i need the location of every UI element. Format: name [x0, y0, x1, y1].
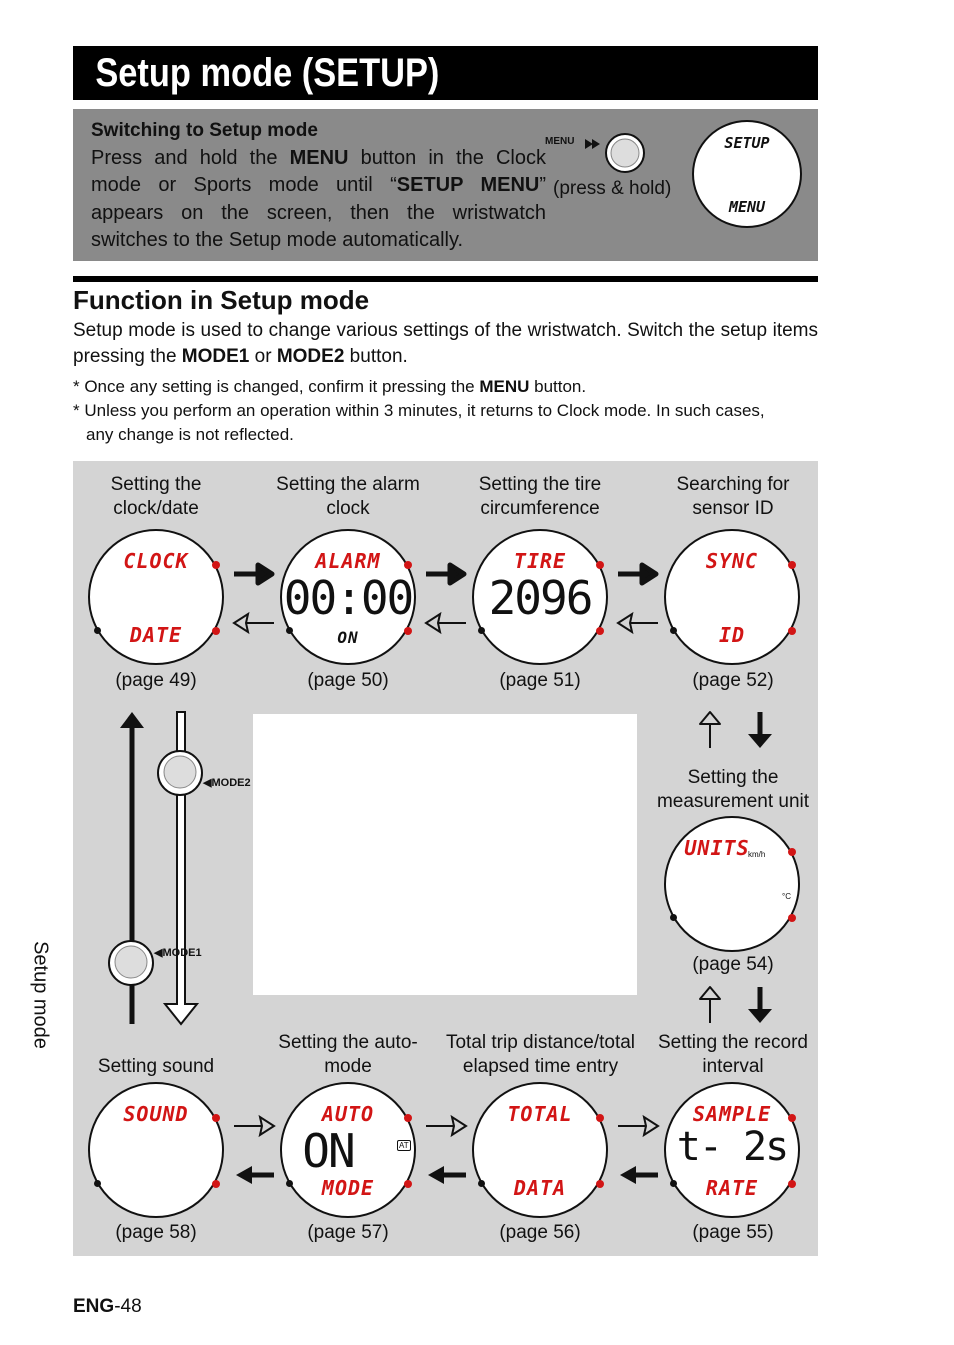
intro-1: Setup mode is used to change various settings of the wristwatch. Switch the setup items pressing the	[73, 320, 818, 367]
note-confirm	[73, 375, 818, 399]
label-auto: Setting the auto-mode	[278, 1032, 418, 1077]
lcd-alarm-bottom: ON	[337, 628, 359, 647]
page-total: (page 56)	[499, 1222, 581, 1243]
page-sync: (page 52)	[692, 670, 774, 691]
function-heading: Function in Setup mode	[73, 285, 370, 315]
watch-alarm	[280, 529, 416, 665]
lcd-sample-bottom: RATE	[705, 1176, 759, 1200]
intro-2: button.	[344, 346, 408, 367]
lcd-auto-top: AUTO	[321, 1102, 375, 1126]
watch-auto	[280, 1082, 416, 1218]
lcd-clock-bottom: DATE	[129, 623, 183, 647]
note-timeout: * Unless you perform an operation within 3 minutes, it returns to Clock mode. In such cases,	[73, 401, 765, 420]
label-clock: Setting the clock/date	[110, 474, 202, 519]
menu-button-icon	[583, 133, 653, 183]
lcd-auto-mid: ON	[302, 1124, 354, 1178]
menu-button-label: MENU	[545, 136, 575, 147]
switching-body-2: button in the Clock mode or Sports mode until “	[91, 146, 546, 196]
page-title: Setup mode (SETUP)	[95, 51, 440, 95]
lcd-sync-bottom: ID	[718, 623, 746, 647]
note-timeout-cont: any change is not reflected.	[86, 425, 294, 444]
lcd-total-top: TOTAL	[507, 1102, 573, 1126]
label-tire: Setting the tire circumference	[478, 474, 602, 519]
lcd-units-temp: °C	[782, 892, 791, 901]
page-auto: (page 57)	[307, 1222, 389, 1243]
watch-sample	[664, 1082, 800, 1218]
arrow-pair-v1	[694, 710, 774, 750]
note1-menu: MENU	[479, 377, 530, 396]
page-footer	[73, 1296, 142, 1318]
lcd-auto-bottom: MODE	[321, 1176, 375, 1200]
note1-a: * Once any setting is changed, confirm it pressing the	[73, 377, 480, 396]
section-rule	[73, 276, 818, 282]
watch-sync	[664, 529, 800, 665]
lcd-tire-mid: 2096	[488, 571, 592, 625]
page-sound: (page 58)	[115, 1222, 197, 1243]
note1-b: button.	[529, 377, 587, 396]
page-clock: (page 49)	[115, 670, 197, 691]
page-units: (page 54)	[692, 954, 774, 975]
switching-box	[73, 109, 818, 261]
watch-total	[472, 1082, 608, 1218]
lcd-alarm-top: ALARM	[315, 549, 381, 573]
lcd-clock-top: CLOCK	[123, 549, 189, 573]
press-hold-label: (press & hold)	[553, 178, 672, 199]
page-tire: (page 51)	[499, 670, 581, 691]
label-total: Total trip distance/total elapsed time entry	[445, 1032, 636, 1077]
lcd-tire-top: TIRE	[513, 549, 567, 573]
page-sample: (page 55)	[692, 1222, 774, 1243]
watch-clock	[88, 529, 224, 665]
arrow-pair-5	[422, 1112, 470, 1192]
lcd-alarm-mid: 00:00	[283, 571, 413, 625]
footer-page: -48	[114, 1296, 142, 1317]
watch-tire	[472, 529, 608, 665]
side-tab	[10, 920, 70, 1070]
title-bar	[73, 46, 818, 100]
watch-sound	[88, 1082, 224, 1218]
arrow-pair-v2	[694, 985, 774, 1025]
label-sound: Setting sound	[97, 1056, 215, 1077]
lcd-sample-top: SAMPLE	[692, 1102, 772, 1126]
mode2-label: ◀MODE2	[203, 777, 251, 789]
arrow-pair-6	[614, 1112, 662, 1192]
setup-lcd-top: SETUP	[724, 134, 770, 152]
setup-lcd-bottom: MENU	[728, 198, 766, 216]
mode1-label-text: MODE1	[162, 947, 202, 959]
label-sync: Searching for sensor ID	[676, 474, 790, 519]
mode1-button-icon[interactable]	[106, 938, 156, 988]
switching-heading: Switching to Setup mode	[91, 120, 318, 141]
mode2-label-text: MODE2	[211, 777, 251, 789]
page-alarm: (page 50)	[307, 670, 389, 691]
switching-body-3: ” appears on the screen, then the wristwatch switches to the Setup mode automatically.	[91, 174, 546, 251]
at-badge: AT	[399, 1141, 409, 1150]
lcd-sound-top: SOUND	[123, 1102, 189, 1126]
arrow-pair-4	[230, 1112, 278, 1192]
arrow-pair-2	[422, 560, 470, 640]
switching-text	[91, 117, 546, 255]
lcd-sync-top: SYNC	[705, 549, 759, 573]
mode1-label: ◀MODE1	[154, 947, 202, 959]
footer-prefix: ENG	[73, 1296, 115, 1317]
label-sample: Setting the record interval	[658, 1032, 808, 1077]
function-intro	[73, 318, 818, 370]
switching-setup-menu: SETUP MENU	[396, 174, 540, 196]
switching-body-1: Press and hold the	[91, 146, 290, 169]
label-alarm: Setting the alarm clock	[276, 474, 420, 519]
setup-menu-watch	[692, 120, 802, 228]
watch-units	[664, 816, 800, 952]
lcd-sample-mid: t- 2s	[676, 1124, 788, 1170]
lcd-units-speed: km/h	[748, 850, 766, 859]
blank-area	[253, 714, 637, 995]
intro-or: or	[249, 346, 277, 367]
label-units: Setting the measurement unit	[656, 767, 810, 812]
lcd-total-bottom: DATA	[513, 1176, 567, 1200]
lcd-units-top: UNITS	[684, 836, 750, 860]
arrow-pair-3	[614, 560, 662, 640]
intro-mode2: MODE2	[276, 346, 345, 367]
side-tab-text: Setup mode	[29, 941, 52, 1049]
arrow-pair-1	[230, 560, 278, 640]
switching-menu: MENU	[289, 146, 349, 169]
mode2-button-icon[interactable]	[155, 748, 205, 798]
intro-mode1: MODE1	[181, 346, 250, 367]
